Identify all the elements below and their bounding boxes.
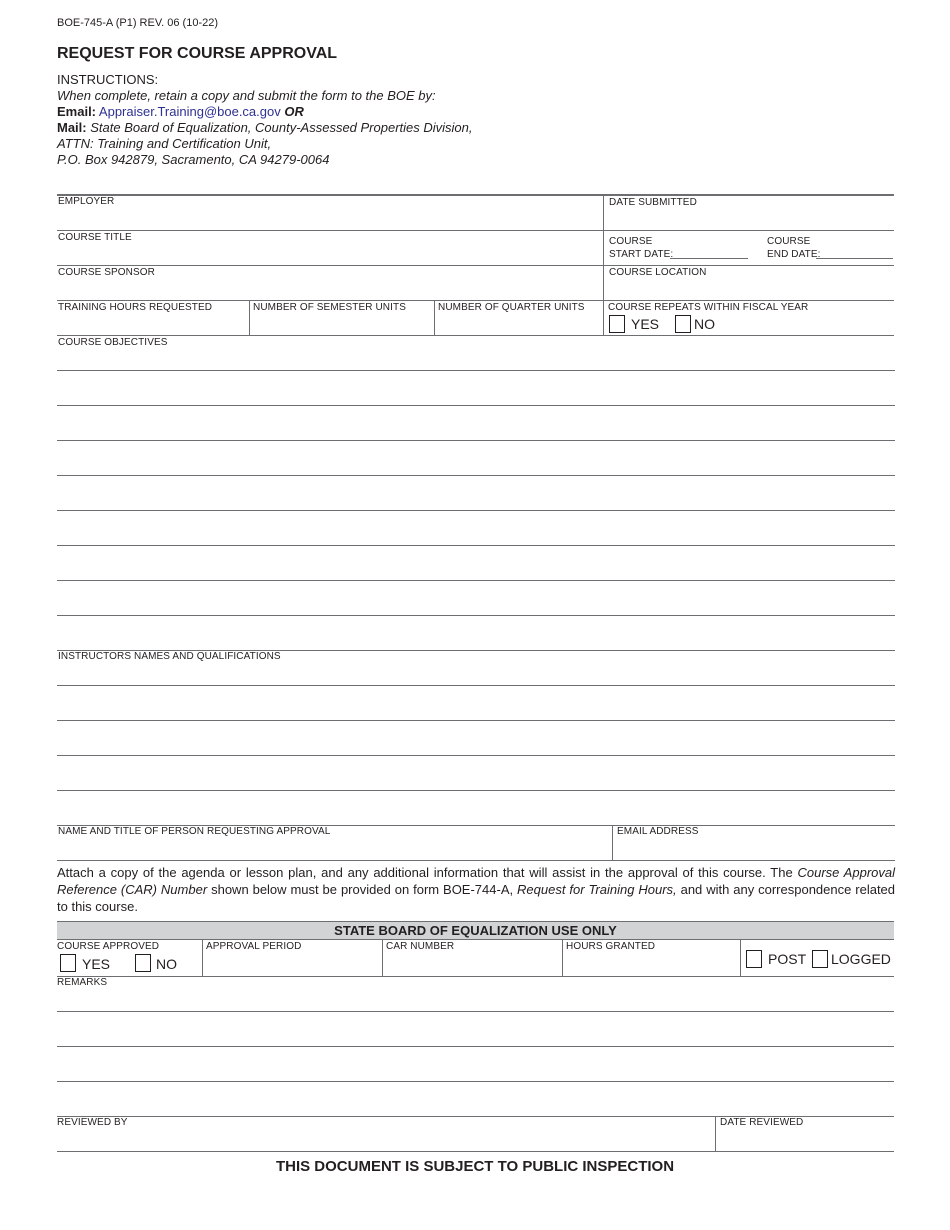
logged-checkbox[interactable] — [812, 950, 828, 968]
course-title-label: COURSE TITLE — [58, 232, 132, 243]
divider — [57, 265, 894, 266]
instructors-input[interactable] — [60, 666, 890, 822]
approved-no-checkbox[interactable] — [135, 954, 151, 972]
email-label: Email: — [57, 104, 97, 119]
mail-label: Mail: — [57, 120, 87, 135]
form-number: BOE-745-A (P1) REV. 06 (10-22) — [57, 17, 219, 29]
email-address-label: EMAIL ADDRESS — [617, 826, 699, 837]
end-date-underline — [816, 258, 893, 259]
semester-units-label: NUMBER OF SEMESTER UNITS — [253, 302, 406, 313]
divider — [202, 940, 203, 976]
approved-no-label: NO — [156, 956, 177, 972]
boe-use-only-header: STATE BOARD OF EQUALIZATION USE ONLY — [57, 921, 894, 940]
divider — [740, 940, 741, 976]
course-sponsor-label: COURSE SPONSOR — [58, 267, 155, 278]
divider — [612, 825, 613, 860]
date-submitted-input[interactable] — [610, 210, 890, 228]
attachment-note — [57, 864, 895, 915]
instructions-block — [57, 72, 657, 168]
approved-yes-label: YES — [82, 956, 111, 972]
approved-yes-checkbox[interactable] — [60, 954, 76, 972]
divider — [57, 194, 894, 196]
approval-period-label: APPROVAL PERIOD — [206, 941, 302, 952]
or-label: OR — [284, 104, 304, 119]
attach-text-1: Attach a copy of the agenda or lesson plan, and any additional information that will assist in the approval of this course. The — [57, 865, 798, 880]
start-date-input[interactable] — [672, 246, 746, 258]
divider — [603, 195, 604, 335]
requester-name-label: NAME AND TITLE OF PERSON REQUESTING APPROVAL — [58, 826, 331, 837]
course-start-label — [609, 235, 673, 261]
instructions-heading: INSTRUCTIONS: — [57, 72, 159, 87]
attach-text-2: shown below must be provided on form BOE-744-A, — [207, 882, 518, 897]
training-form-reference: Request for Training Hours, — [517, 882, 677, 897]
page-title: REQUEST FOR COURSE APPROVAL — [57, 45, 338, 62]
end-date-input[interactable] — [818, 246, 891, 258]
quarter-units-label: NUMBER OF QUARTER UNITS — [438, 302, 585, 313]
boe-email-link[interactable]: Appraiser.Training@boe.ca.gov — [98, 104, 281, 119]
employer-label: EMPLOYER — [58, 196, 115, 207]
instructors-label: INSTRUCTORS NAMES AND QUALIFICATIONS — [58, 651, 281, 662]
divider — [57, 860, 895, 861]
divider — [57, 230, 894, 231]
course-objectives-input[interactable] — [60, 352, 890, 646]
repeats-no-label: NO — [694, 316, 715, 332]
logged-label: LOGGED — [831, 951, 891, 967]
repeats-yes-label: YES — [631, 316, 660, 332]
course-end-label — [767, 235, 821, 261]
repeats-no-checkbox[interactable] — [675, 315, 691, 333]
divider — [57, 976, 894, 977]
start-date-underline — [670, 258, 748, 259]
course-repeats-label: COURSE REPEATS WITHIN FISCAL YEAR — [608, 302, 809, 313]
car-number-input[interactable] — [387, 955, 557, 973]
remarks-input[interactable] — [60, 992, 890, 1112]
divider — [434, 300, 435, 335]
instructions-line: When complete, retain a copy and submit the form to the BOE by: — [57, 88, 436, 103]
course-sponsor-input[interactable] — [60, 281, 595, 298]
training-hours-input[interactable] — [60, 316, 245, 333]
divider — [57, 300, 894, 301]
date-reviewed-label: DATE REVIEWED — [720, 1117, 804, 1128]
repeats-yes-checkbox[interactable] — [609, 315, 625, 333]
course-approved-label: COURSE APPROVED — [57, 941, 160, 952]
course-end-line-2: END DATE: — [767, 249, 821, 260]
course-location-label: COURSE LOCATION — [609, 267, 707, 278]
car-number-label: CAR NUMBER — [386, 941, 455, 952]
divider — [57, 1151, 894, 1152]
email-address-input[interactable] — [618, 840, 890, 858]
semester-units-input[interactable] — [254, 316, 430, 333]
mail-address-line-3: P.O. Box 942879, Sacramento, CA 94279-0064 — [57, 152, 330, 167]
course-start-line-1: COURSE — [609, 236, 653, 247]
requester-name-input[interactable] — [60, 840, 605, 858]
mail-address-line-1: State Board of Equalization, County-Assessed Properties Division, — [90, 120, 473, 135]
course-location-input[interactable] — [610, 281, 890, 298]
divider — [715, 1116, 716, 1151]
course-start-line-2: START DATE: — [609, 249, 674, 260]
course-end-line-1: COURSE — [767, 236, 811, 247]
email-instruction — [57, 104, 657, 120]
public-inspection-notice: THIS DOCUMENT IS SUBJECT TO PUBLIC INSPECTION — [275, 1158, 675, 1175]
divider — [57, 335, 894, 336]
quarter-units-input[interactable] — [439, 316, 599, 333]
attach-text-3: and with any correspondence related to this course. — [57, 882, 896, 914]
divider — [382, 940, 383, 976]
mail-address-line-2: ATTN: Training and Certification Unit, — [57, 136, 272, 151]
date-submitted-label: DATE SUBMITTED — [609, 197, 697, 208]
reviewed-by-input[interactable] — [60, 1131, 710, 1149]
divider — [249, 300, 250, 335]
divider — [562, 940, 563, 976]
reviewed-by-label: REVIEWED BY — [57, 1117, 128, 1128]
hours-granted-input[interactable] — [567, 955, 735, 973]
hours-granted-label: HOURS GRANTED — [566, 941, 656, 952]
date-reviewed-input[interactable] — [721, 1131, 889, 1149]
car-reference: Course Approval Reference (CAR) Number — [57, 865, 895, 897]
remarks-label: REMARKS — [57, 977, 108, 988]
post-label: POST — [768, 951, 807, 967]
employer-input[interactable] — [60, 210, 595, 228]
post-checkbox[interactable] — [746, 950, 762, 968]
course-objectives-label: COURSE OBJECTIVES — [58, 337, 168, 348]
course-title-input[interactable] — [60, 246, 595, 263]
approval-period-input[interactable] — [207, 955, 377, 973]
training-hours-label: TRAINING HOURS REQUESTED — [58, 302, 213, 313]
mail-instruction — [57, 120, 657, 136]
